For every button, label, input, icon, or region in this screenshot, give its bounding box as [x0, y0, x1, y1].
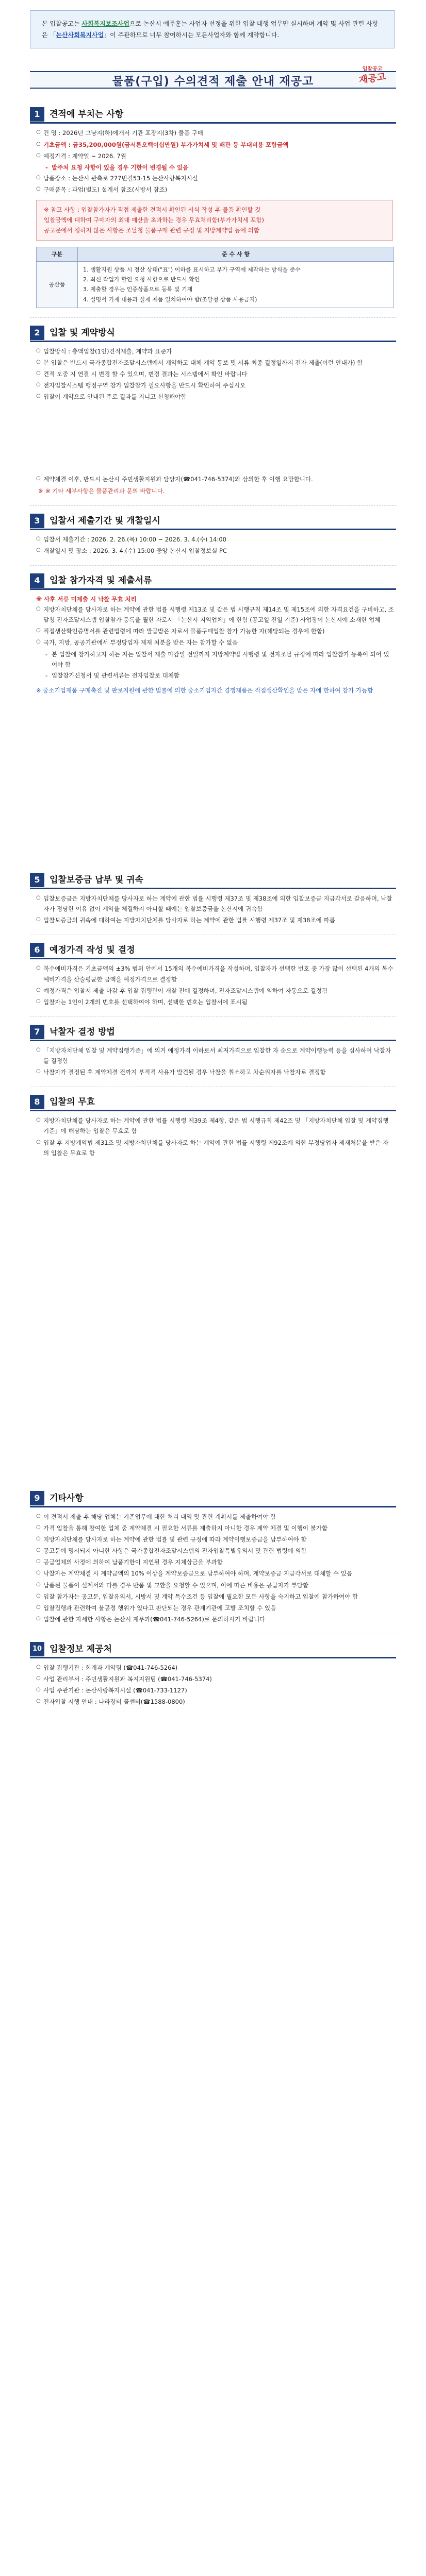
- section-3-header: [30, 512, 396, 530]
- section-number: 10: [30, 1642, 44, 1656]
- section-number: 6: [30, 943, 44, 957]
- section-number: 5: [30, 873, 44, 887]
- list-item: ○ 입찰보증금의 귀속에 대하여는 지방자치단체를 당사자로 하는 계약에 관한 법률 시행령 제37조 및 제38조에 따름: [36, 915, 394, 925]
- section-number: 4: [30, 573, 44, 588]
- rule-line: 3. 제출할 경우는 인증상품으로 등록 및 기재: [83, 286, 193, 293]
- list-item: ○ 사업 관리부서 : 주민생활지원과 복지지원팀 (☎041-746-5374): [36, 1674, 394, 1684]
- list-item: ○ 국가, 지방, 공공기관에서 부정당업자 제재 처분을 받은 자는 참가할 수 없음: [36, 637, 394, 648]
- section-number: 8: [30, 1095, 44, 1109]
- list-item: ○ 예정가격은 입찰서 제출 마감 후 입찰 집행관이 개찰 전에 결정하며, 전자조달시스템에 의하여 자동으로 결정됨: [36, 986, 394, 996]
- list-item: ○ 지방자치단체를 당사자로 하는 계약에 관한 법률 시행령 제13조 및 같은 법 시행규칙 제14조 및 제15조에 의한 자격요건을 구비하고, 조달청 전자조달시스템 입찰참가 등록을 필한 자로서 「논산시 지역업체」에 한함 (공고일 전일 기준) 사업장이 논산시에 소재한 업체: [36, 604, 394, 625]
- warning-line: 입찰금액에 대하여 구매자의 최대 예산을 초과하는 경우 무효처리함(부가가치세 포함): [44, 216, 265, 224]
- section-10-header: [30, 1640, 396, 1658]
- list-item: ○ 입찰 집행기관 : 회계과 계약팀 (☎041-746-5264): [36, 1663, 394, 1673]
- stamp-small-label: 입찰공고: [362, 66, 383, 73]
- list-item: ○ 가격 입찰을 통해 참여한 업체 중 계약체결 시 필요한 서류를 제출하지 아니한 경우 계약 체결 및 이행이 불가함: [36, 1523, 394, 1533]
- section-number: 2: [30, 326, 44, 340]
- list-item: ○ 입찰 참가자는 공고문, 입찰유의서, 시방서 및 계약 특수조건 등 입찰에 필요한 모든 사항을 숙지하고 입찰에 참가하여야 함: [36, 1591, 394, 1602]
- list-item: ○ 건 명 : 2026년 그냥지(하)에개서 기관 포장지(3차) 물품 구매: [36, 128, 394, 138]
- section-9-header: [30, 1489, 396, 1507]
- list-item: ○ 공고문에 명시되지 아니한 사항은 국가종합전자조달시스템의 전자입찰특별유의서 및 관련 법령에 의함: [36, 1546, 394, 1556]
- section-title: 입찰 참가자격 및 제출서류: [50, 575, 152, 586]
- list-item: ○ 전자입찰시스템 행정구역 참가 입찰참가 필요사항을 반드시 확인하여 주십시오: [36, 380, 394, 391]
- rule-line: 2. 최신 작업가 할인 요청 사항으로 반드시 확인: [83, 276, 200, 283]
- table-cell-rules: [78, 261, 394, 308]
- compliance-table: [36, 247, 394, 308]
- section-1-header: [30, 105, 396, 124]
- list-item: ○ 지방자치단체를 당사자로 하는 계약에 관한 법률 시행령 제39조 제4항, 같은 법 시행규칙 제42조 및 「지방자치단체 입찰 및 계약집행기준」에 해당하는 입찰은 무효로 함: [36, 1115, 394, 1136]
- list-item: ○ 입찰이 계약으로 안내된 주로 결과를 지니고 신청해야함: [36, 392, 394, 402]
- list-item: ○ 기초금액 : 금35,200,000원(금서른오백이십만원) 부가가치세 및 배관 등 부대비용 포함금액: [36, 140, 394, 150]
- section-2-body: [36, 346, 394, 402]
- warning-line: 공고문에서 정하지 않은 사항은 조달청 물품구매 관련 규정 및 지방계약법 등에 의함: [44, 227, 259, 234]
- list-item: ○ 사업 주관기관 : 논산사랑복지시설 (☎041-733-1127): [36, 1685, 394, 1696]
- list-item: ○ 전자입찰 시행 안내 : 나라장터 콜센터(☎1588-0800): [36, 1697, 394, 1707]
- list-item: ○ 입찰자는 1인이 2개의 번호를 선택하여야 하며, 선택한 번호는 입찰서에 표시됨: [36, 997, 394, 1007]
- intro-text-3: 」이 주관하므로 너무 참여하시는 모든사업자와 함께 계약합니다.: [104, 31, 280, 39]
- table-header-category: 구분: [37, 247, 78, 261]
- list-subitem: - 입찰참가신청서 및 관련서류는 전자입찰로 대체함: [44, 670, 394, 681]
- table-row: [37, 261, 394, 308]
- list-item: ○ 납품된 물품이 설계서와 다를 경우 반품 및 교환을 요청할 수 있으며, 이에 따른 비용은 공급자가 부담함: [36, 1580, 394, 1590]
- list-item: ○ 개찰일시 및 장소 : 2026. 3. 4.(수) 15:00 중앙 논산시 입찰정보실 PC: [36, 546, 394, 556]
- section-6-header: [30, 941, 396, 959]
- section-tail-note: ※ 중소기업제품 구매촉진 및 판로지원에 관한 법률에 의한 중소기업자간 경쟁제품은 직접생산확인을 받은 자에 한하여 참가 가능함: [36, 686, 373, 694]
- stamp-big-label: 재공고: [358, 71, 387, 86]
- section-title: 입찰서 제출기간 및 개찰일시: [50, 515, 160, 526]
- list-item: ○ 계약체결 이후, 반드시 논산시 주민생활지원과 담당자(☎041-746-5374)와 상의한 후 이행 요망합니다.: [36, 474, 394, 484]
- section-9-body: [36, 1512, 394, 1624]
- section-title: 입찰의 무효: [50, 1097, 95, 1108]
- warning-line: ※ 참고 사항 : 입찰참가자가 직접 제출한 견적서 확인된 서식 작성 후 물품 확인할 것: [44, 206, 261, 214]
- page-title: 물품(구입) 수의견적 제출 안내 재공고: [112, 75, 314, 89]
- section-note: ※ 사후 서류 미제출 시 낙찰 무효 처리: [36, 595, 137, 603]
- section-10-body: [36, 1663, 394, 1707]
- intro-highlight-org: 논산사회복지사업: [56, 31, 104, 39]
- section-number: 7: [30, 1025, 44, 1039]
- list-subitem: - 발주처 요청 사항이 있을 경우 기한이 변경될 수 있음: [44, 162, 394, 173]
- section-5-body: [36, 893, 394, 925]
- list-item: ○ 입찰방식 : 총액입찰(1인)견적제출, 계약과 표준가: [36, 346, 394, 357]
- section-1-body: [36, 128, 394, 195]
- section-title: 입찰 및 계약방식: [50, 327, 115, 338]
- section-3-body: [36, 534, 394, 556]
- list-item: ○ 「지방자치단체 입찰 및 계약집행기준」에 의거 예정가격 이하로서 최저가격으로 입찰한 자 순으로 계약이행능력 등을 심사하여 낙찰자를 결정함: [36, 1045, 394, 1066]
- section-5-header: [30, 871, 396, 889]
- section-8-header: [30, 1093, 396, 1111]
- section-title: 입찰보증금 납부 및 귀속: [50, 875, 143, 885]
- table-header-rules: 준 수 사 항: [78, 247, 394, 261]
- list-item: ○ 입찰 후 지방계약법 제31조 및 지방자치단체를 당사자로 하는 계약에 관한 법률 시행령 제92조에 의한 부정당업자 제재처분을 받은 자의 입찰은 무효로 함: [36, 1138, 394, 1158]
- list-item: ○ 직접생산확인증명서를 관련법령에 따라 발급받은 자로서 물품구매입찰 참가 가능한 자(해당되는 경우에 한함): [36, 626, 394, 636]
- reannouncement-stamp: [353, 63, 392, 94]
- section-7-header: [30, 1023, 396, 1041]
- rule-line: 4. 설명서 기재 내용과 실제 제품 일치하여야 함(조달청 상품 사용금지): [83, 296, 257, 303]
- section-number: 9: [30, 1491, 44, 1505]
- intro-notice-box: [30, 10, 395, 48]
- table-cell-category: 공산품: [37, 261, 78, 308]
- section-2-extra: [36, 474, 394, 496]
- list-item: ○ 입찰에 관한 자세한 사항은 논산시 재무과(☎041-746-5264)로 문의하시기 바랍니다: [36, 1614, 394, 1624]
- section-title: 견적에 부치는 사항: [50, 109, 124, 120]
- note-line: ※ ※ 기타 세부사항은 물품관리과 문의 바랍니다.: [38, 486, 394, 496]
- list-item: ○ 공급업체의 사정에 의하여 납품기한이 지연될 경우 지체상금을 부과함: [36, 1557, 394, 1567]
- section-title: 기타사항: [50, 1493, 84, 1503]
- list-item: ○ 입찰서 제출기간 : 2026. 2. 26.(목) 10:00 ~ 2026. 3. 4.(수) 14:00: [36, 534, 394, 545]
- section-6-body: [36, 963, 394, 1007]
- section-title: 예정가격 작성 및 결정: [50, 945, 135, 956]
- section-number: 3: [30, 514, 44, 528]
- list-item: ○ 입찰집행과 관련하여 불공정 행위가 있다고 판단되는 경우 관계기관에 고발 조치할 수 있음: [36, 1603, 394, 1613]
- list-item: ○ 복수예비가격은 기초금액의 ±3% 범위 안에서 15개의 복수예비가격을 작성하며, 입찰자가 선택한 번호 중 가장 많이 선택된 4개의 복수예비가격을 산술평균한 금액을 예정가격으로 결정함: [36, 963, 394, 984]
- list-item: ○ 예정가격 : 계약일 ~ 2026. 7월: [36, 151, 394, 161]
- list-item: ○ 지방자치단체를 당사자로 하는 계약에 관한 법률 및 관련 규정에 따라 계약이행보증금을 납부하여야 함: [36, 1534, 394, 1545]
- section-title: 입찰정보 제공처: [50, 1644, 112, 1654]
- section-8-body: [36, 1115, 394, 1158]
- notice-title-block: [30, 63, 396, 96]
- section-4-body: [36, 594, 394, 696]
- section-number: 1: [30, 107, 44, 122]
- intro-text-2: 으로 논산시 예주훈는 사업자 선정을 위한 입찰 대행 업무만 실시하며 계약 및 사업 관련 사항은 「: [42, 20, 379, 39]
- intro-text-1: 본 입찰공고는: [42, 20, 82, 27]
- section-4-header: [30, 571, 396, 590]
- list-item: ○ 구매품목 : 과업(별도) 설계서 참조(시방서 참조): [36, 184, 394, 195]
- intro-highlight-program: 사회복지보조사업: [81, 20, 129, 27]
- section-2-header: [30, 324, 396, 342]
- section-1-warning-box: [36, 200, 393, 240]
- list-item: ○ 이 견적서 제출 후 해당 업체는 기존업무에 대한 처리 내역 및 관련 계획서를 제출하여야 함: [36, 1512, 394, 1522]
- list-item: ○ 견적 도중 지 연결 시 변경 할 수 있으며, 변경 결과는 시스템에서 확인 바랍니다: [36, 369, 394, 379]
- list-item: ○ 낙찰자는 계약체결 시 계약금액의 10% 이상을 계약보증금으로 납부하여야 하며, 계약보증금 지급각서로 대체할 수 있음: [36, 1568, 394, 1579]
- list-item: ○ 낙찰자가 결정된 후 계약체결 전까지 부적격 사유가 발견될 경우 낙찰을 취소하고 차순위자를 낙찰자로 결정함: [36, 1067, 394, 1077]
- section-title: 낙찰자 결정 방법: [50, 1026, 115, 1037]
- list-item: ○ 본 입찰은 반드시 국가종합전자조달시스템에서 계약하고 대체 계약 통보 및 서류 최종 결정일까지 전자 제출(이런 안내가) 함: [36, 358, 394, 368]
- list-subitem: - 본 입찰에 참가하고자 하는 자는 입찰서 제출 마감일 전일까지 지방계약법 시행령 및 전자조달 규정에 따라 입찰참가 등록이 되어 있어야 함: [44, 649, 394, 670]
- section-1-table-wrap: [36, 247, 394, 308]
- list-item: ○ 납품장소 : 논산시 관촉로 277번길53-15 논산사랑복지시설: [36, 173, 394, 183]
- rule-line: 1. 생활지원 상품 시 정산 상태("표") 이하를 표시하고 부가 구역에 제작하는 방식을 준수: [83, 266, 301, 273]
- section-7-body: [36, 1045, 394, 1077]
- list-item: ○ 입찰보증금은 지방자치단체를 당사자로 하는 계약에 관한 법률 시행령 제37조 및 제38조에 의한 입찰보증금 지급각서로 갈음하며, 낙찰자가 정당한 이유 없이 계약을 체결하지 아니할 때에는 입찰보증금을 논산시에 귀속함: [36, 893, 394, 914]
